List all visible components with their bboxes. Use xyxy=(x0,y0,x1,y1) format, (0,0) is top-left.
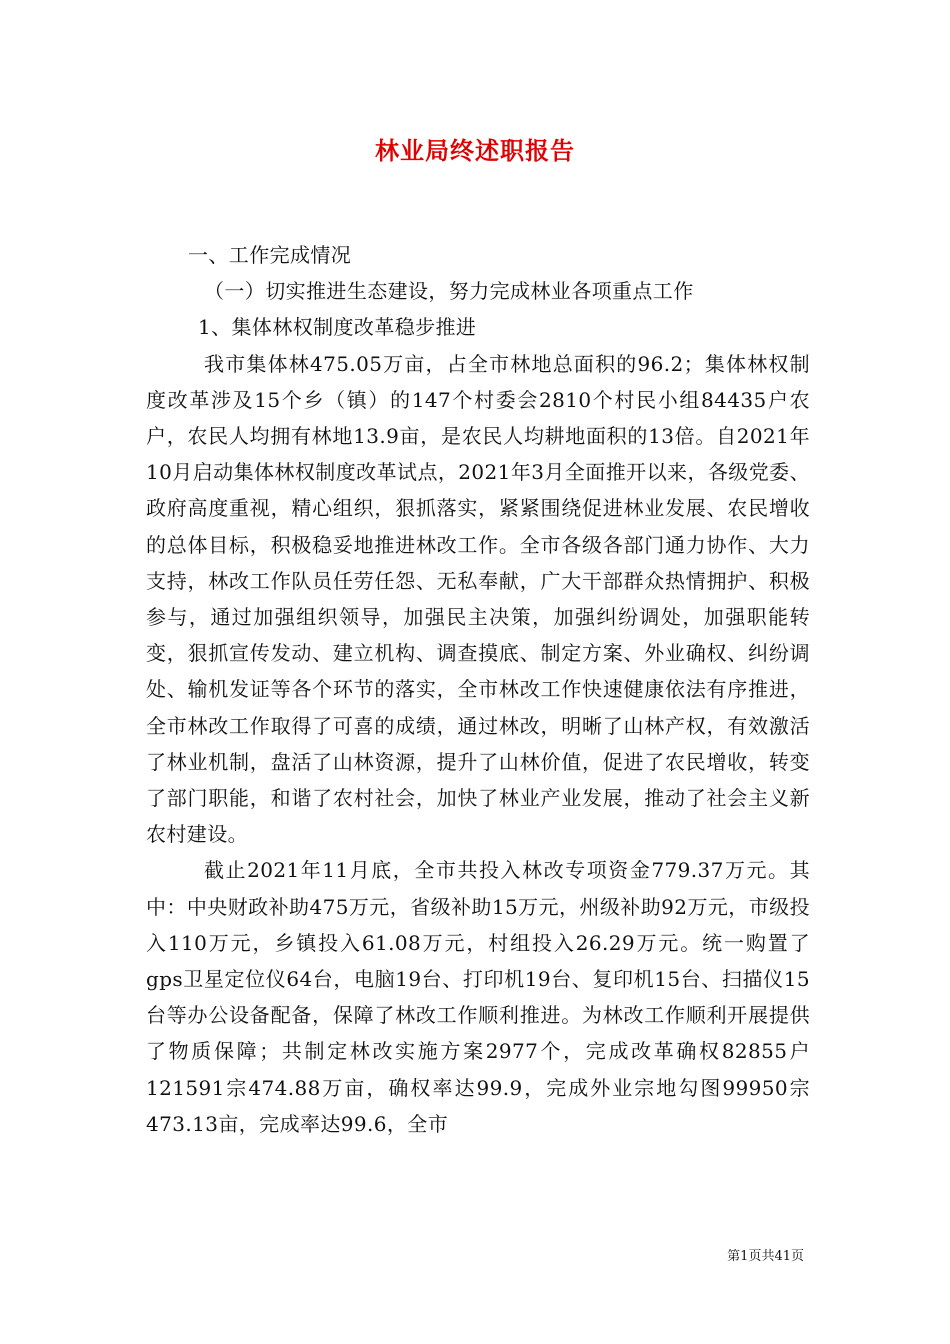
body-paragraph: 截止2021年11月底，全市共投入林改专项资金779.37万元。其中：中央财政补助475万元，省级补助15万元，州级补助92万元，市级投入110万元，乡镇投入61.08万元，村组投入26.29万元。统一购置了gps卫星定位仪64台，电脑19台、打印机19台、复印机15台、扫描仪15台等办公设备配备，保障了林改工作顺利推进。为林改工作顺利开展提供了物质保障；共制定林改实施方案2977个，完成改革确权82855户121591宗474.88万亩，确权率达99.9，完成外业宗地勾图99950宗473.13亩，完成率达99.6，全市 xyxy=(146,858,810,1136)
section-heading: 一、工作完成情况 xyxy=(188,243,352,267)
item-heading: 1、集体林权制度改革稳步推进 xyxy=(198,315,477,340)
page-title: 林业局终述职报告 xyxy=(375,136,575,165)
subsection-heading: （一）切实推进生态建设，努力完成林业各项重点工作 xyxy=(204,279,694,304)
body-paragraph: 我市集体林475.05万亩，占全市林地总面积的96.2；集体林权制度改革涉及15个乡（镇）的147个村委会2810个村民小组84435户农户，农民人均拥有林地13.9亩，是农民人均耕地面积的13倍。自2021年10月启动集体林权制度改革试点，2021年3月全面推开以来，各级党委、政府高度重视，精心组织，狠抓落实，紧紧围绕促进林业发展、农民增收的总体目标，积极稳妥地推进林改工作。全市各级各部门通力协作、大力支持，林改工作队员任劳任怨、无私奉献，广大干部群众热情拥护、积极参与，通过加强组织领导，加强民主决策，加强纠纷调处，加强职能转变，狠抓宣传发动、建立机构、调查摸底、制定方案、外业确权、纠纷调处、输机发证等各个环节的落实，全市林改工作快速健康依法有序推进，全市林改工作取得了可喜的成绩，通过林改，明晰了山林产权，有效激活了林业机制，盘活了山林资源，提升了山林价值，促进了农民增收，转变了部门职能，和谐了农村社会，加快了林业产业发展，推动了社会主义新农村建设。 xyxy=(146,351,810,847)
page-number: 第1页共41页 xyxy=(727,1249,804,1264)
document-body xyxy=(146,237,810,1142)
